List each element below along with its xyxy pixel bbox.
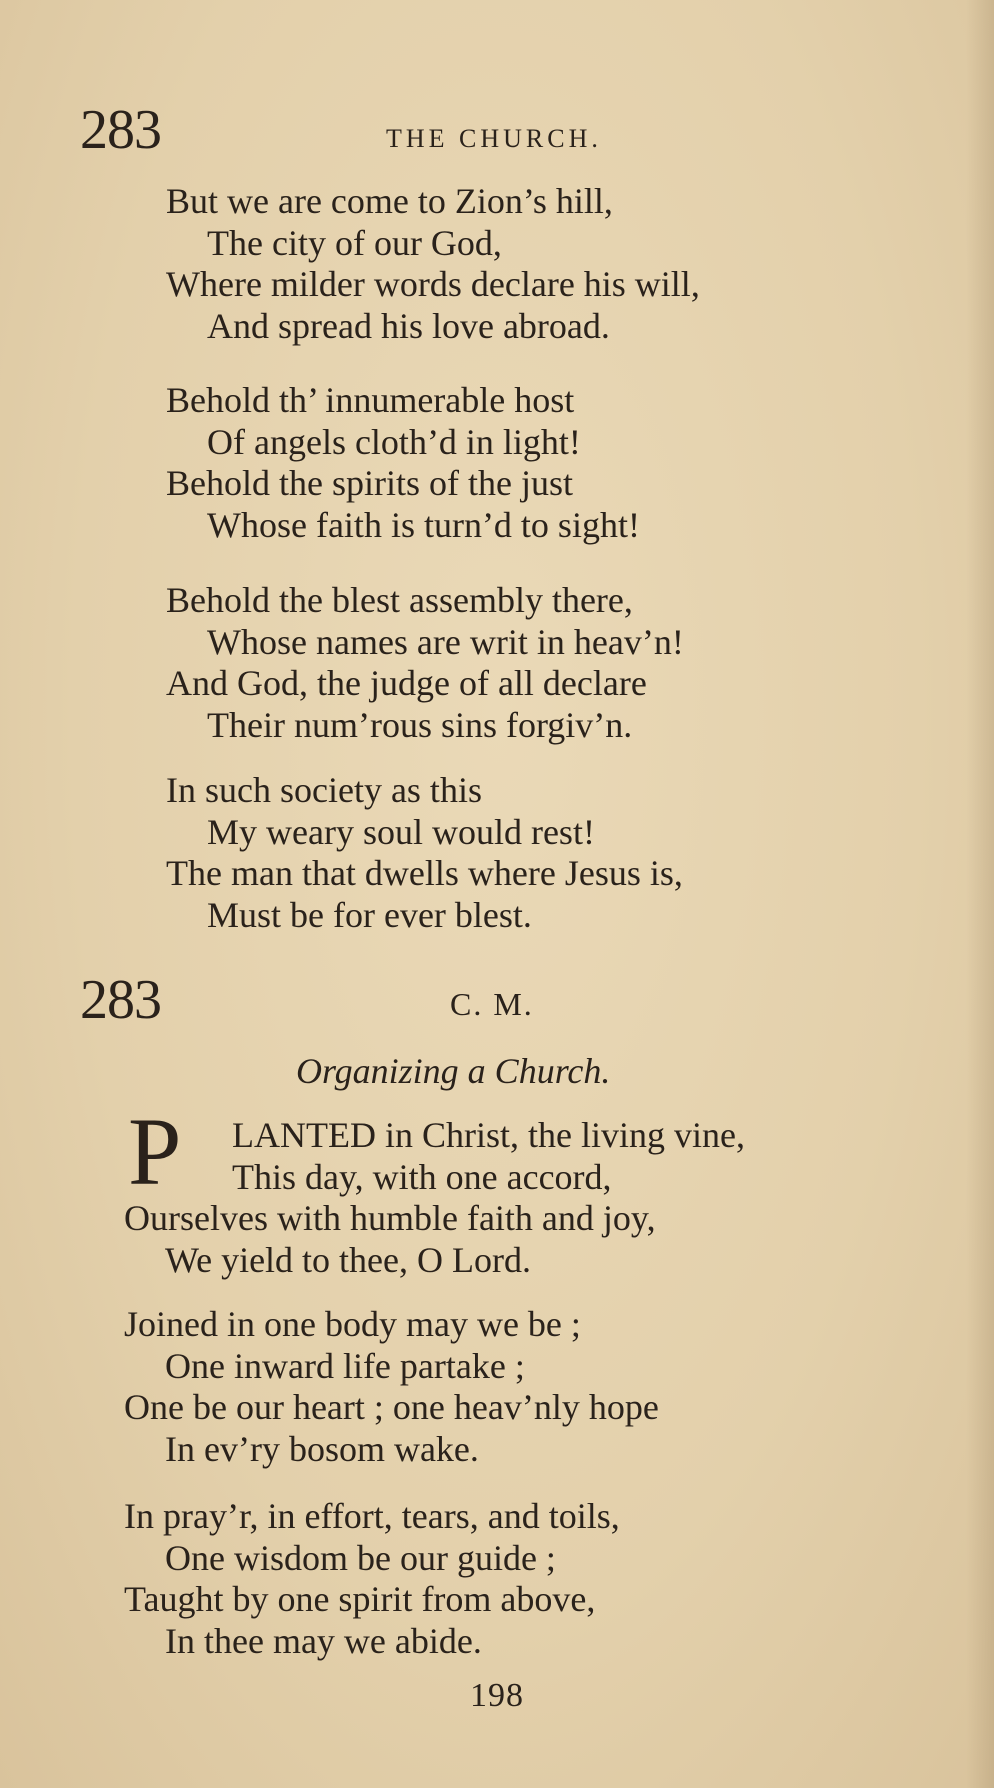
page-edge-shadow bbox=[966, 0, 994, 1788]
verse-line: Must be for ever blest. bbox=[207, 894, 532, 935]
stanza bbox=[166, 580, 684, 746]
verse-line: Their num’rous sins forgiv’n. bbox=[207, 704, 633, 745]
verse-line: One wisdom be our guide ; bbox=[165, 1537, 556, 1578]
hymn-header bbox=[0, 970, 994, 1040]
stanza bbox=[166, 380, 640, 546]
hymn-number: 283 bbox=[80, 969, 161, 1031]
verse-line: Whose faith is turn’d to sight! bbox=[207, 504, 640, 545]
verse-line: And spread his love abroad. bbox=[207, 305, 610, 346]
verse-line: In thee may we abide. bbox=[165, 1620, 482, 1661]
verse-line: And God, the judge of all declare bbox=[166, 663, 647, 703]
hymn-title: Organizing a Church. bbox=[296, 1051, 611, 1091]
running-head: THE CHURCH. bbox=[386, 124, 602, 153]
verse-line: One inward life partake ; bbox=[165, 1345, 525, 1386]
verse-line: Of angels cloth’d in light! bbox=[207, 421, 581, 462]
verse-line: One be our heart ; one heav’nly hope bbox=[124, 1387, 659, 1427]
drop-cap: P bbox=[128, 1098, 182, 1205]
verse-line bbox=[232, 1157, 745, 1199]
verse-line: My weary soul would rest! bbox=[207, 811, 595, 852]
verse-line: But we are come to Zion’s hill, bbox=[166, 181, 613, 221]
verse-line: Behold th’ innumerable host bbox=[166, 380, 575, 420]
verse-line: In pray’r, in effort, tears, and toils, bbox=[124, 1496, 620, 1536]
page-header bbox=[0, 96, 994, 166]
verse-line: LANTED in Christ, the living vine, bbox=[232, 1115, 745, 1155]
first-stanza-opening bbox=[232, 1115, 745, 1198]
verse-line: In such society as this bbox=[166, 770, 482, 810]
verse-line: Joined in one body may we be ; bbox=[124, 1304, 581, 1344]
stanza bbox=[124, 1198, 656, 1281]
verse-line: Taught by one spirit from above, bbox=[124, 1579, 596, 1619]
hymn-meter: C. M. bbox=[450, 986, 534, 1022]
verse-line: We yield to thee, O Lord. bbox=[165, 1239, 531, 1280]
verse-line: The man that dwells where Jesus is, bbox=[166, 853, 683, 893]
stanza bbox=[124, 1304, 659, 1470]
verse-line: Behold the blest assembly there, bbox=[166, 580, 633, 620]
stanza bbox=[166, 770, 683, 936]
stanza bbox=[124, 1496, 620, 1662]
hymn-number: 283 bbox=[80, 99, 161, 161]
verse-line: In ev’ry bosom wake. bbox=[165, 1428, 479, 1469]
verse-line: The city of our God, bbox=[207, 222, 502, 263]
page-number: 198 bbox=[470, 1677, 524, 1714]
verse-line-text: This day, with one accord, bbox=[232, 1156, 612, 1197]
verse-line: Where milder words declare his will, bbox=[166, 264, 700, 304]
stanza bbox=[166, 181, 700, 347]
verse-line: Ourselves with humble faith and joy, bbox=[124, 1198, 656, 1238]
verse-line: Whose names are writ in heav’n! bbox=[207, 621, 684, 662]
verse-line: Behold the spirits of the just bbox=[166, 463, 573, 503]
